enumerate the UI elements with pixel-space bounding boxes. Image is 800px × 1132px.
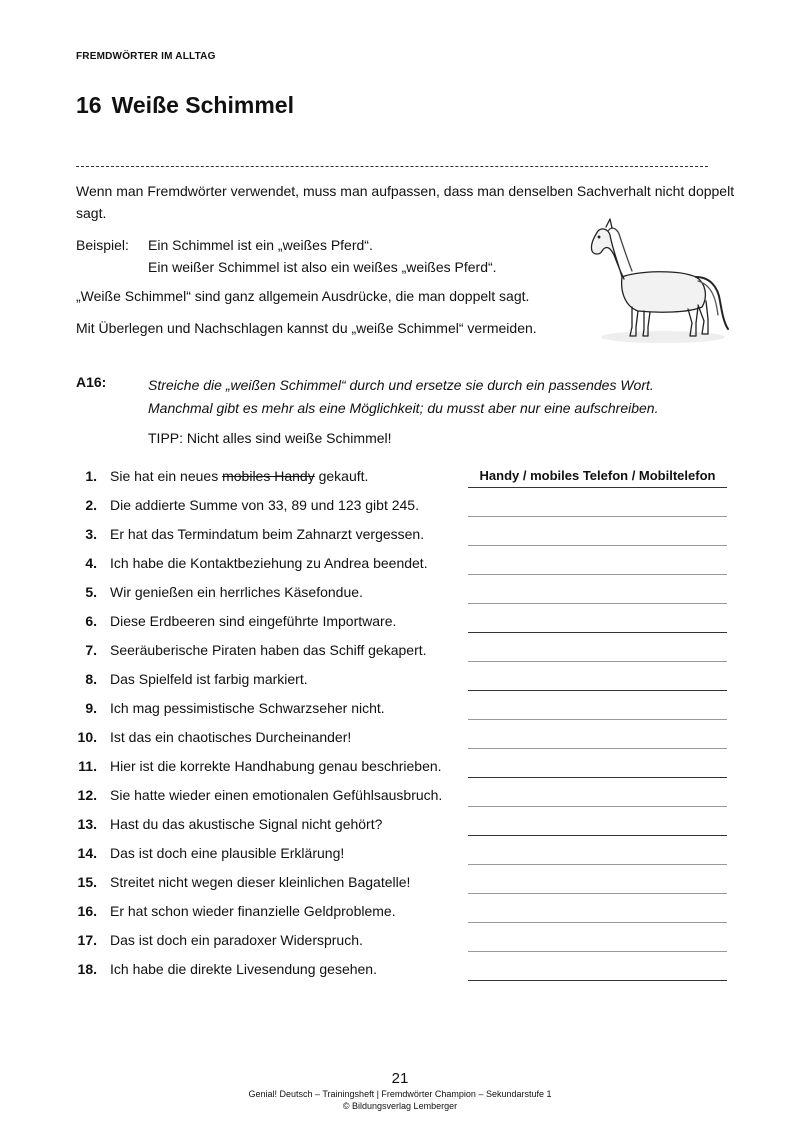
exercise-sentence: Er hat schon wieder finanzielle Geldprobleme. <box>110 903 396 919</box>
exercise-sentence: Ist das ein chaotisches Durcheinander! <box>110 729 352 745</box>
answer-line[interactable] <box>468 638 727 662</box>
example-line-1: Ein Schimmel ist ein „weißes Pferd“. <box>148 237 373 253</box>
answer-line[interactable]: Handy / mobiles Telefon / Mobiltelefon <box>468 464 727 488</box>
exercise-sentence: Wir genießen ein herrliches Käsefondue. <box>110 584 363 600</box>
exercise-sentence: Die addierte Summe von 33, 89 und 123 gibt 245. <box>110 497 419 513</box>
task-label: A16: <box>76 374 107 390</box>
exercise-sentence: Das Spielfeld ist farbig markiert. <box>110 671 308 687</box>
exercise-number: 18. <box>77 961 97 977</box>
exercise-number: 9. <box>85 700 97 716</box>
exercise-row <box>0 870 800 899</box>
exercise-row <box>0 638 800 667</box>
task-instructions <box>148 374 658 420</box>
exercise-sentence: Hast du das akustische Signal nicht gehört? <box>110 816 383 832</box>
exercise-number: 1. <box>85 468 97 484</box>
exercise-sentence: Das ist doch eine plausible Erklärung! <box>110 845 345 861</box>
answer-line[interactable] <box>468 609 727 633</box>
answer-line[interactable] <box>468 551 727 575</box>
exercise-row <box>0 957 800 986</box>
answer-line[interactable] <box>468 957 727 981</box>
exercise-number: 8. <box>85 671 97 687</box>
exercise-sentence: Hier ist die korrekte Handhabung genau beschrieben. <box>110 758 442 774</box>
exercise-number: 5. <box>85 584 97 600</box>
exercise-sentence: Ich mag pessimistische Schwarzseher nicht. <box>110 700 385 716</box>
exercise-sentence: Sie hatte wieder einen emotionalen Gefühlsausbruch. <box>110 787 443 803</box>
exercise-number: 3. <box>85 526 97 542</box>
exercise-row <box>0 841 800 870</box>
page-number: 21 <box>391 1070 409 1087</box>
exercise-row <box>0 522 800 551</box>
page-footer <box>0 1070 800 1112</box>
note-2: Mit Überlegen und Nachschlagen kannst du „weiße Schimmel“ vermeiden. <box>76 320 537 336</box>
exercise-sentence: Er hat das Termindatum beim Zahnarzt vergessen. <box>110 526 425 542</box>
task-line-2: Manchmal gibt es mehr als eine Möglichkeit; du musst aber nur eine aufschreiben. <box>148 400 659 416</box>
answer-line[interactable] <box>468 754 727 778</box>
exercise-number: 4. <box>85 555 97 571</box>
exercise-number: 14. <box>77 845 97 861</box>
example-label: Beispiel: <box>76 237 129 253</box>
answer-line[interactable] <box>468 580 727 604</box>
note-1: „Weiße Schimmel“ sind ganz allgemein Ausdrücke, die man doppelt sagt. <box>76 288 530 304</box>
answer-line[interactable] <box>468 493 727 517</box>
exercise-sentence: Streitet nicht wegen dieser kleinlichen Bagatelle! <box>110 874 411 890</box>
answer-line[interactable] <box>468 812 727 836</box>
exercise-row <box>0 696 800 725</box>
answer-line[interactable] <box>468 522 727 546</box>
exercise-row <box>0 609 800 638</box>
exercise-sentence: Diese Erdbeeren sind eingeführte Importware. <box>110 613 397 629</box>
exercise-number: 11. <box>78 758 97 774</box>
exercise-number: 2. <box>85 497 97 513</box>
answer-line[interactable] <box>468 870 727 894</box>
exercise-row <box>0 493 800 522</box>
exercise-row <box>0 783 800 812</box>
answer-line[interactable] <box>468 899 727 923</box>
exercise-sentence: Ich habe die Kontaktbeziehung zu Andrea beendet. <box>110 555 428 571</box>
exercise-row <box>0 464 800 493</box>
title-text: Weiße Schimmel <box>111 92 294 118</box>
exercise-sentence: Ich habe die direkte Livesendung gesehen. <box>110 961 377 977</box>
intro-text: Wenn man Fremdwörter verwendet, muss man aufpassen, dass man denselben Sachverhalt nicht doppelt sagt. <box>76 183 735 221</box>
title-number: 16 <box>76 92 102 118</box>
exercise-number: 15. <box>77 874 97 890</box>
exercise-number: 6. <box>85 613 97 629</box>
exercise-sentence: Das ist doch ein paradoxer Widerspruch. <box>110 932 363 948</box>
exercise-number: 10. <box>77 729 97 745</box>
answer-line[interactable] <box>468 696 727 720</box>
exercise-row <box>0 667 800 696</box>
footer-publication: Genial! Deutsch – Trainingsheft | Fremdwörter Champion – Sekundarstufe 1 <box>248 1089 552 1099</box>
example-line-2: Ein weißer Schimmel ist also ein weißes „weißes Pferd“. <box>148 259 497 275</box>
exercise-row <box>0 580 800 609</box>
exercise-row <box>0 725 800 754</box>
exercise-sentence: Seeräuberische Piraten haben das Schiff gekapert. <box>110 642 427 658</box>
answer-line[interactable] <box>468 725 727 749</box>
example-lines <box>148 234 497 278</box>
answer-line[interactable] <box>468 841 727 865</box>
exercise-number: 17. <box>77 932 97 948</box>
exercise-row <box>0 812 800 841</box>
exercise-number: 12. <box>77 787 97 803</box>
exercise-sentence: Sie hat ein neues mobiles Handy gekauft. <box>110 468 369 484</box>
exercise-number: 13. <box>77 816 97 832</box>
struck-words: mobiles Handy <box>222 468 315 484</box>
exercise-number: 7. <box>85 642 97 658</box>
answer-line[interactable] <box>468 783 727 807</box>
dashed-divider <box>76 166 708 167</box>
exercise-row <box>0 899 800 928</box>
task-line-1: Streiche die „weißen Schimmel“ durch und ersetze sie durch ein passendes Wort. <box>148 377 654 393</box>
page-title <box>76 92 294 119</box>
header-label: FREMDWÖRTER IM ALLTAG <box>76 51 216 62</box>
exercise-row <box>0 551 800 580</box>
exercise-row <box>0 928 800 957</box>
horse-illustration <box>588 215 738 350</box>
exercise-number: 16. <box>77 903 97 919</box>
exercise-row <box>0 754 800 783</box>
answer-line[interactable] <box>468 928 727 952</box>
answer-line[interactable] <box>468 667 727 691</box>
tip-text: TIPP: Nicht alles sind weiße Schimmel! <box>148 430 392 446</box>
footer-copyright: © Bildungsverlag Lemberger <box>342 1101 458 1111</box>
